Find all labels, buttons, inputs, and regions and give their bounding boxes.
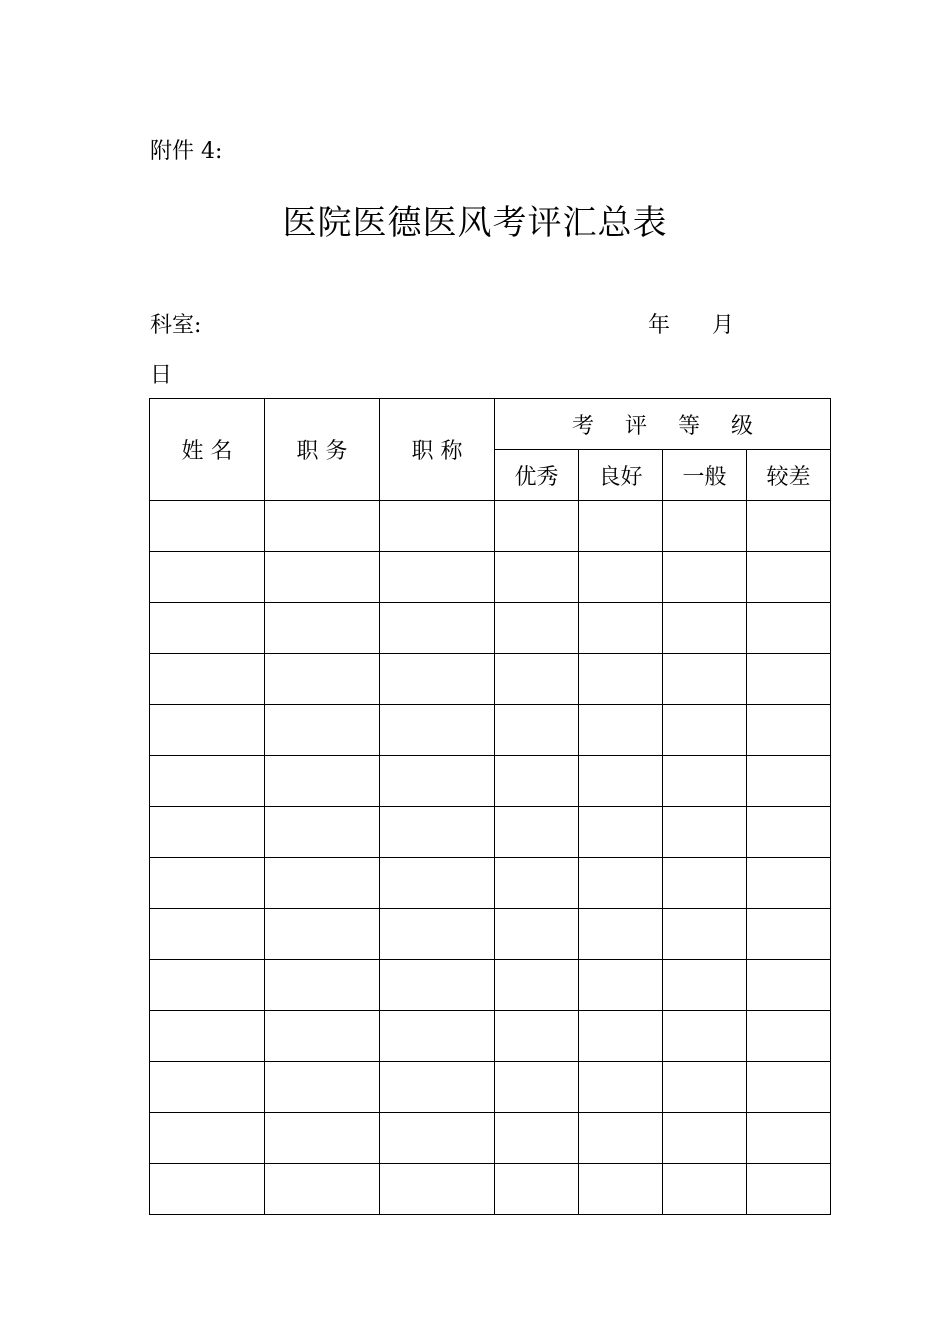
table-cell-title[interactable] (380, 909, 495, 960)
table-row (150, 858, 831, 909)
table-cell-average[interactable] (663, 1011, 747, 1062)
table-cell-good[interactable] (579, 1113, 663, 1164)
table-cell-position[interactable] (265, 1011, 380, 1062)
table-cell-name[interactable] (150, 756, 265, 807)
column-header-grade-group-label: 考 评 等 级 (572, 413, 766, 439)
table-cell-title[interactable] (380, 552, 495, 603)
table-row (150, 1113, 831, 1164)
table-cell-average[interactable] (663, 654, 747, 705)
table-cell-title[interactable] (380, 807, 495, 858)
table-cell-excellent[interactable] (495, 603, 579, 654)
table-cell-average[interactable] (663, 705, 747, 756)
day-label: 日 (150, 363, 173, 388)
table-cell-excellent[interactable] (495, 654, 579, 705)
table-cell-name[interactable] (150, 1164, 265, 1215)
table-cell-average[interactable] (663, 807, 747, 858)
table-cell-average[interactable] (663, 1164, 747, 1215)
column-header-grade-group (495, 399, 831, 450)
table-cell-good[interactable] (579, 552, 663, 603)
table-cell-poor[interactable] (747, 756, 831, 807)
table-row (150, 909, 831, 960)
table-cell-good[interactable] (579, 1164, 663, 1215)
table-row (150, 1164, 831, 1215)
table-cell-position[interactable] (265, 1062, 380, 1113)
table-cell-average[interactable] (663, 909, 747, 960)
table-body (150, 501, 831, 1215)
table-cell-average[interactable] (663, 1062, 747, 1113)
table-cell-average[interactable] (663, 501, 747, 552)
table-cell-position[interactable] (265, 501, 380, 552)
table-cell-excellent[interactable] (495, 756, 579, 807)
table-cell-poor[interactable] (747, 501, 831, 552)
table-cell-position[interactable] (265, 552, 380, 603)
table-row (150, 960, 831, 1011)
table-cell-good[interactable] (579, 858, 663, 909)
table-row (150, 756, 831, 807)
table-cell-excellent[interactable] (495, 858, 579, 909)
department-label: 科室: (150, 313, 202, 338)
table-cell-good[interactable] (579, 705, 663, 756)
table-cell-name[interactable] (150, 909, 265, 960)
evaluation-summary-table (149, 398, 831, 1215)
table-cell-excellent[interactable] (495, 960, 579, 1011)
table-cell-name[interactable] (150, 552, 265, 603)
grade-header-average: 一般 (663, 450, 747, 501)
table-cell-average[interactable] (663, 1113, 747, 1164)
table-cell-poor[interactable] (747, 654, 831, 705)
table-cell-position[interactable] (265, 1164, 380, 1215)
grade-header-good: 良好 (579, 450, 663, 501)
table-cell-name[interactable] (150, 501, 265, 552)
table-cell-position[interactable] (265, 960, 380, 1011)
table-cell-average[interactable] (663, 858, 747, 909)
table-cell-excellent[interactable] (495, 1062, 579, 1113)
table-cell-poor[interactable] (747, 807, 831, 858)
table-cell-title[interactable] (380, 1164, 495, 1215)
table-row (150, 1011, 831, 1062)
table-cell-poor[interactable] (747, 705, 831, 756)
table-row (150, 1062, 831, 1113)
table-cell-title[interactable] (380, 603, 495, 654)
table-row (150, 705, 831, 756)
table-cell-name[interactable] (150, 807, 265, 858)
table-cell-name[interactable] (150, 1113, 265, 1164)
table-cell-excellent[interactable] (495, 1113, 579, 1164)
table-row (150, 807, 831, 858)
table-cell-position[interactable] (265, 603, 380, 654)
table-cell-good[interactable] (579, 501, 663, 552)
table-cell-poor[interactable] (747, 1164, 831, 1215)
table-cell-good[interactable] (579, 1011, 663, 1062)
table-cell-title[interactable] (380, 1113, 495, 1164)
table-cell-title[interactable] (380, 1011, 495, 1062)
column-header-name-label: 姓 名 (181, 439, 233, 464)
table-cell-name[interactable] (150, 1011, 265, 1062)
table-cell-good[interactable] (579, 807, 663, 858)
column-header-title-label: 职 称 (411, 439, 463, 464)
table-cell-average[interactable] (663, 603, 747, 654)
table-cell-good[interactable] (579, 654, 663, 705)
column-header-position-label: 职 务 (296, 439, 348, 464)
table-cell-good[interactable] (579, 1062, 663, 1113)
table-cell-average[interactable] (663, 960, 747, 1011)
table-cell-average[interactable] (663, 552, 747, 603)
table-cell-position[interactable] (265, 909, 380, 960)
table-cell-title[interactable] (380, 858, 495, 909)
table-header-row (150, 399, 831, 450)
column-header-name (150, 399, 265, 501)
page-title: 医院医德医风考评汇总表 (282, 203, 668, 243)
grade-header-excellent: 优秀 (495, 450, 579, 501)
table-cell-average[interactable] (663, 756, 747, 807)
table-cell-name[interactable] (150, 858, 265, 909)
table-cell-poor[interactable] (747, 909, 831, 960)
table-cell-poor[interactable] (747, 1062, 831, 1113)
table-cell-excellent[interactable] (495, 501, 579, 552)
table-cell-poor[interactable] (747, 858, 831, 909)
table-cell-position[interactable] (265, 705, 380, 756)
table-cell-good[interactable] (579, 756, 663, 807)
table-cell-position[interactable] (265, 756, 380, 807)
table-cell-poor[interactable] (747, 960, 831, 1011)
table-cell-title[interactable] (380, 501, 495, 552)
table-cell-title[interactable] (380, 705, 495, 756)
table-cell-position[interactable] (265, 807, 380, 858)
table-row (150, 603, 831, 654)
table-cell-position[interactable] (265, 654, 380, 705)
table-cell-good[interactable] (579, 909, 663, 960)
table-cell-poor[interactable] (747, 1113, 831, 1164)
table-cell-name[interactable] (150, 1062, 265, 1113)
table-cell-good[interactable] (579, 960, 663, 1011)
table-cell-position[interactable] (265, 1113, 380, 1164)
table-row (150, 552, 831, 603)
table-cell-excellent[interactable] (495, 807, 579, 858)
table-cell-title[interactable] (380, 960, 495, 1011)
table-cell-name[interactable] (150, 654, 265, 705)
table-cell-title[interactable] (380, 1062, 495, 1113)
table-row (150, 501, 831, 552)
table-cell-name[interactable] (150, 960, 265, 1011)
column-header-position (265, 399, 380, 501)
table-cell-excellent[interactable] (495, 1011, 579, 1062)
table-row (150, 654, 831, 705)
table-cell-name[interactable] (150, 705, 265, 756)
table-cell-title[interactable] (380, 654, 495, 705)
table-cell-excellent[interactable] (495, 909, 579, 960)
table-cell-poor[interactable] (747, 603, 831, 654)
column-header-title (380, 399, 495, 501)
table-cell-excellent[interactable] (495, 1164, 579, 1215)
year-label: 年 (648, 313, 671, 338)
table-cell-poor[interactable] (747, 552, 831, 603)
table-cell-poor[interactable] (747, 1011, 831, 1062)
grade-header-poor: 较差 (747, 450, 831, 501)
table-cell-excellent[interactable] (495, 705, 579, 756)
table-cell-excellent[interactable] (495, 552, 579, 603)
attachment-label: 附件 4: (150, 139, 223, 164)
month-label: 月 (712, 313, 735, 338)
table-cell-position[interactable] (265, 858, 380, 909)
table-cell-name[interactable] (150, 603, 265, 654)
table-cell-title[interactable] (380, 756, 495, 807)
table-cell-good[interactable] (579, 603, 663, 654)
